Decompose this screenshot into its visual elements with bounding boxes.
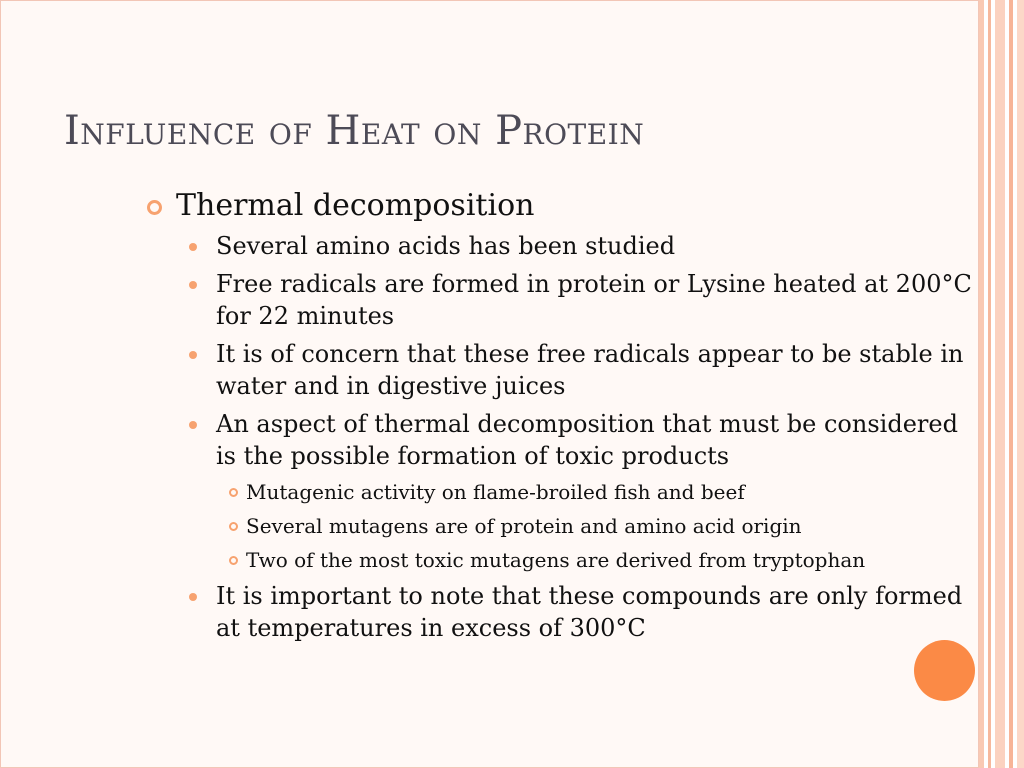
bullet-text: An aspect of thermal decomposition that must be considered is the possible formation of toxic products	[216, 410, 958, 470]
bullet-text: It is of concern that these free radicals appear to be stable in water and in digestive juices	[216, 340, 964, 400]
bullet-text: It is important to note that these compounds are only formed at temperatures in excess of 300°C	[216, 582, 963, 642]
dot-bullet-icon	[189, 243, 197, 251]
sub-bullet-text: Several mutagens are of protein and amino acid origin	[246, 514, 802, 538]
stripe	[995, 0, 1005, 768]
bullet-point	[140, 338, 980, 402]
dot-bullet-icon	[189, 421, 197, 429]
dot-bullet-icon	[189, 281, 197, 289]
bullet-point	[140, 230, 980, 262]
slide-content	[140, 186, 980, 650]
bullet-point	[140, 268, 980, 332]
bullet-point	[140, 580, 980, 644]
sub-bullet-point	[140, 512, 980, 540]
heading-text: Thermal decomposition	[176, 188, 535, 223]
sub-bullet-point	[140, 478, 980, 506]
decorative-stripes	[979, 0, 1024, 768]
stripe	[1009, 0, 1013, 768]
bullet-text: Several amino acids has been studied	[216, 232, 676, 260]
stripe	[988, 0, 991, 768]
bullet-heading	[140, 186, 980, 226]
bullet-text: Free radicals are formed in protein or Lysine heated at 200°C for 22 minutes	[216, 270, 972, 330]
ring-bullet-icon	[229, 488, 238, 497]
sub-bullet-point	[140, 546, 980, 574]
sub-bullet-text: Two of the most toxic mutagens are derived from tryptophan	[246, 548, 866, 572]
sub-bullet-text: Mutagenic activity on flame-broiled fish and beef	[246, 480, 745, 504]
dot-bullet-icon	[189, 351, 197, 359]
stripe	[1017, 0, 1024, 768]
ring-bullet-icon	[147, 200, 162, 215]
slide-title: Influence of Heat on Protein	[64, 108, 645, 154]
ring-bullet-icon	[229, 556, 238, 565]
ring-bullet-icon	[229, 522, 238, 531]
dot-bullet-icon	[189, 593, 197, 601]
bullet-point	[140, 408, 980, 472]
